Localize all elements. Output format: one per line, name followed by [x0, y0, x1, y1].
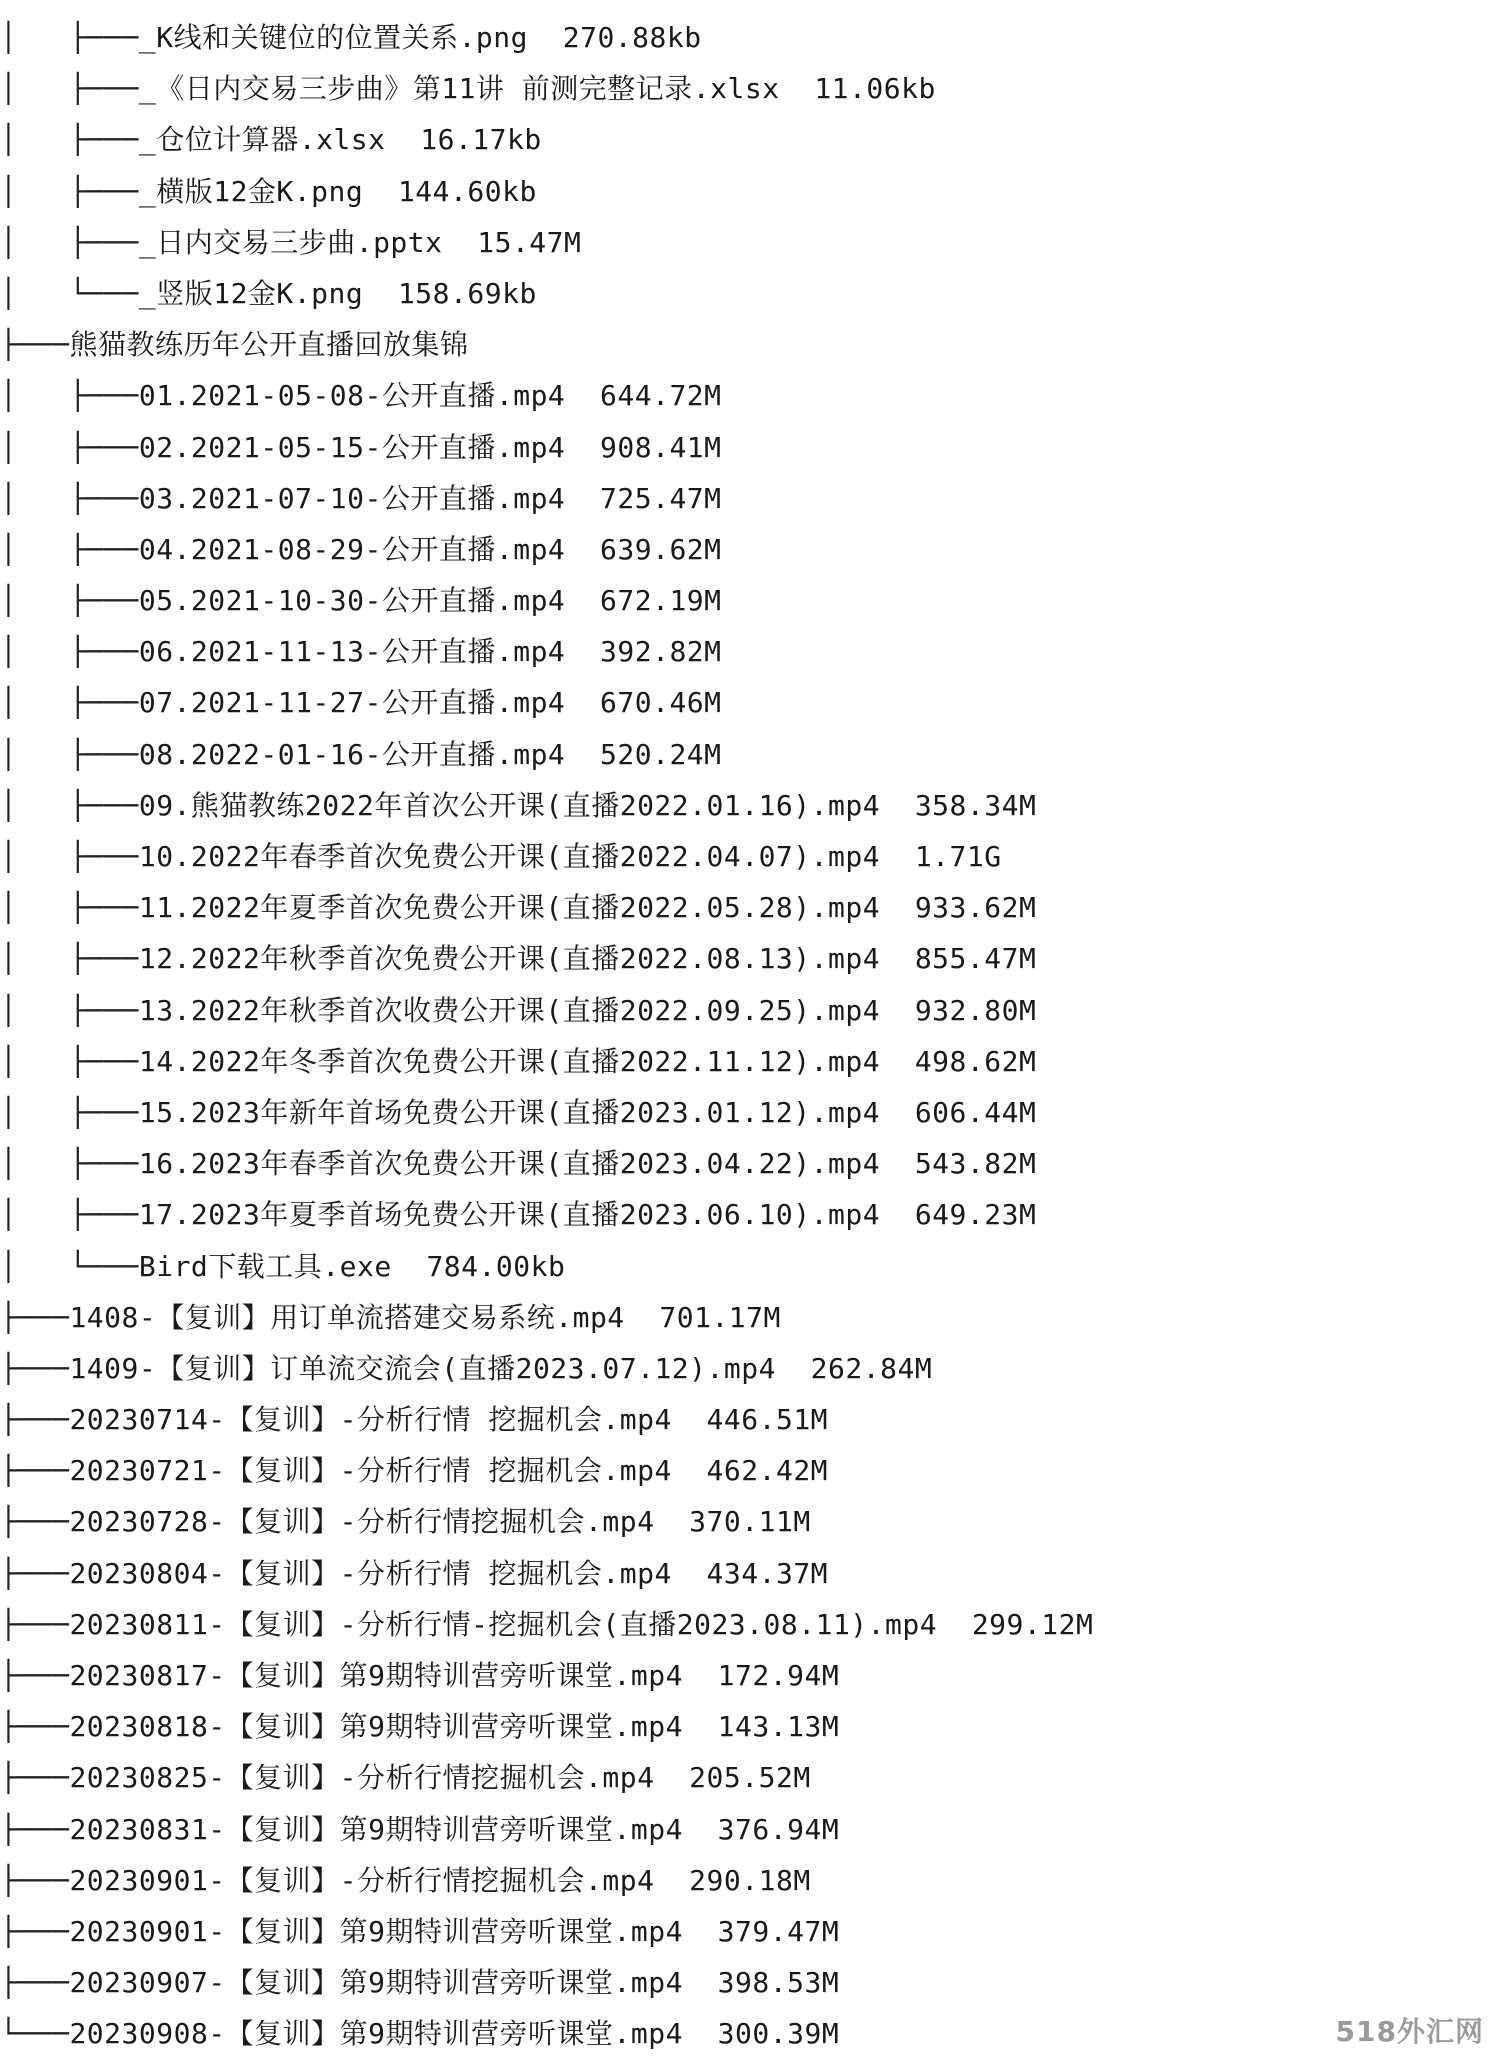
tree-branch-prefix: ├─── — [0, 1914, 70, 1948]
file-name: 20230831-【复训】第9期特训营旁听课堂.mp4 — [69, 1812, 683, 1846]
file-size: 725.47M — [600, 481, 722, 515]
file-name: 06.2021-11-13-公开直播.mp4 — [138, 635, 566, 669]
tree-line — [0, 268, 1500, 319]
tree-line — [0, 217, 1500, 268]
tree-branch-prefix: │ ├─── — [0, 1044, 139, 1078]
file-name: 20230901-【复训】第9期特训营旁听课堂.mp4 — [69, 1914, 683, 1948]
file-name: 15.2023年新年首场免费公开课(直播2023.01.12).mp4 — [138, 1095, 881, 1129]
tree-branch-prefix: │ ├─── — [0, 123, 139, 157]
file-name: 1409-【复训】订单流交流会(直播2023.07.12).mp4 — [69, 1351, 776, 1385]
file-name: 20230908-【复训】第9期特训营旁听课堂.mp4 — [69, 2017, 683, 2051]
tree-branch-prefix: │ ├─── — [0, 532, 139, 566]
file-size: 15.47M — [477, 225, 582, 259]
file-name: _K线和关键位的位置关系.png — [138, 21, 529, 54]
file-size: 379.47M — [717, 1914, 840, 1948]
file-name: 14.2022年冬季首次免费公开课(直播2022.11.12).mp4 — [138, 1044, 881, 1078]
file-size: 932.80M — [914, 993, 1037, 1027]
file-size: 670.46M — [600, 686, 722, 720]
file-name: 13.2022年秋季首次收费公开课(直播2022.09.25).mp4 — [138, 993, 881, 1027]
tree-branch-prefix: ├─── — [0, 1812, 70, 1846]
tree-line — [0, 729, 1500, 780]
tree-line — [0, 1189, 1500, 1240]
file-size: 462.42M — [706, 1454, 829, 1488]
tree-line — [0, 2008, 1500, 2059]
tree-branch-prefix: │ ├─── — [0, 481, 139, 515]
tree-line — [0, 1496, 1500, 1547]
tree-branch-prefix: │ ├─── — [0, 1147, 139, 1181]
file-name: 20230811-【复训】-分析行情-挖掘机会(直播2023.08.11).mp4 — [69, 1607, 938, 1641]
file-size: 446.51M — [706, 1403, 829, 1437]
tree-line — [0, 575, 1500, 626]
tree-line — [0, 1752, 1500, 1803]
file-size: 701.17M — [659, 1300, 781, 1334]
file-size: 855.47M — [914, 942, 1037, 976]
tree-line — [0, 12, 1500, 63]
tree-line — [0, 1855, 1500, 1906]
file-size: 1.71G — [914, 840, 1002, 873]
tree-branch-prefix: ├─── — [0, 1659, 70, 1692]
file-name: 20230907-【复训】第9期特训营旁听课堂.mp4 — [69, 1966, 683, 2000]
tree-line — [0, 319, 1500, 370]
tree-line — [0, 1548, 1500, 1599]
file-name: 02.2021-05-15-公开直播.mp4 — [138, 430, 566, 464]
tree-branch-prefix: ├─── — [0, 1351, 70, 1385]
file-name: 11.2022年夏季首次免费公开课(直播2022.05.28).mp4 — [138, 891, 881, 925]
tree-line — [0, 1445, 1500, 1496]
file-size: 376.94M — [717, 1812, 840, 1846]
tree-branch-prefix: │ ├─── — [0, 174, 139, 208]
file-name: 07.2021-11-27-公开直播.mp4 — [138, 686, 566, 720]
file-name: 20230728-【复训】-分析行情挖掘机会.mp4 — [69, 1505, 655, 1539]
tree-line — [0, 1036, 1500, 1087]
tree-branch-prefix: ├─── — [0, 1607, 70, 1641]
file-name: Bird下载工具.exe — [138, 1249, 392, 1283]
file-name: 16.2023年春季首次免费公开课(直播2023.04.22).mp4 — [138, 1147, 881, 1181]
file-size: 370.11M — [689, 1505, 811, 1539]
file-name: 20230818-【复训】第9期特训营旁听课堂.mp4 — [69, 1710, 683, 1744]
file-name: _《日内交易三步曲》第11讲 前测完整记录.xlsx — [138, 72, 780, 106]
file-size: 358.34M — [914, 788, 1037, 822]
file-name: 01.2021-05-08-公开直播.mp4 — [138, 379, 566, 413]
file-size: 262.84M — [810, 1351, 933, 1385]
file-size: 649.23M — [914, 1198, 1037, 1232]
tree-branch-prefix: ├─── — [0, 1556, 70, 1590]
file-size: 16.17kb — [420, 123, 542, 157]
file-size: 270.88kb — [562, 21, 702, 54]
tree-line — [0, 882, 1500, 933]
tree-branch-prefix: │ ├─── — [0, 942, 139, 976]
file-size: 639.62M — [600, 532, 722, 566]
file-size: 172.94M — [717, 1659, 840, 1692]
file-name: 20230901-【复训】-分析行情挖掘机会.mp4 — [69, 1863, 655, 1897]
tree-branch-prefix: │ ├─── — [0, 584, 139, 618]
tree-line — [0, 63, 1500, 114]
file-name: 05.2021-10-30-公开直播.mp4 — [138, 584, 566, 618]
file-size: 392.82M — [600, 635, 722, 669]
file-name: 20230721-【复训】-分析行情 挖掘机会.mp4 — [69, 1454, 672, 1488]
tree-line — [0, 780, 1500, 831]
tree-branch-prefix: ├─── — [0, 1966, 70, 2000]
tree-line — [0, 1087, 1500, 1138]
file-size: 606.44M — [914, 1095, 1037, 1129]
file-size: 300.39M — [717, 2017, 840, 2051]
tree-branch-prefix: ├─── — [0, 1761, 70, 1795]
tree-line — [0, 1241, 1500, 1292]
file-size: 784.00kb — [426, 1249, 566, 1283]
tree-branch-prefix: ├─── — [0, 1863, 70, 1897]
file-name: 12.2022年秋季首次免费公开课(直播2022.08.13).mp4 — [138, 942, 881, 976]
tree-line — [0, 1957, 1500, 2008]
file-size: 398.53M — [717, 1966, 840, 2000]
file-size: 11.06kb — [814, 72, 936, 106]
tree-branch-prefix: │ ├─── — [0, 788, 139, 822]
file-name: _横版12金K.png — [138, 174, 364, 208]
tree-line — [0, 166, 1500, 217]
tree-line — [0, 422, 1500, 473]
tree-line — [0, 626, 1500, 677]
file-name: 20230817-【复训】第9期特训营旁听课堂.mp4 — [69, 1659, 683, 1692]
tree-branch-prefix: │ ├─── — [0, 225, 139, 259]
file-size: 498.62M — [914, 1044, 1037, 1078]
tree-branch-prefix: └─── — [0, 2017, 70, 2051]
file-size: 933.62M — [914, 891, 1037, 925]
tree-line — [0, 370, 1500, 421]
tree-line — [0, 1599, 1500, 1650]
tree-branch-prefix: ├─── — [0, 1300, 70, 1334]
tree-branch-prefix: ├─── — [0, 1403, 70, 1437]
tree-line — [0, 114, 1500, 165]
tree-branch-prefix: │ ├─── — [0, 635, 139, 669]
tree-branch-prefix: ├─── — [0, 1505, 70, 1539]
tree-branch-prefix: ├─── — [0, 328, 70, 362]
tree-branch-prefix: │ ├─── — [0, 993, 139, 1027]
file-name: 17.2023年夏季首场免费公开课(直播2023.06.10).mp4 — [138, 1198, 881, 1232]
tree-branch-prefix: ├─── — [0, 1710, 70, 1744]
tree-line — [0, 933, 1500, 984]
file-name: 10.2022年春季首次免费公开课(直播2022.04.07).mp4 — [138, 840, 881, 873]
file-size: 144.60kb — [397, 174, 537, 208]
tree-line — [0, 1394, 1500, 1445]
file-name: 08.2022-01-16-公开直播.mp4 — [138, 737, 566, 771]
file-size: 520.24M — [600, 737, 722, 771]
file-name: 1408-【复训】用订单流搭建交易系统.mp4 — [69, 1300, 625, 1334]
tree-line — [0, 677, 1500, 728]
tree-line — [0, 1906, 1500, 1957]
tree-branch-prefix: │ └─── — [0, 1249, 139, 1283]
tree-line — [0, 1138, 1500, 1189]
tree-line — [0, 1804, 1500, 1855]
tree-branch-prefix: │ ├─── — [0, 891, 139, 925]
file-size: 644.72M — [600, 379, 722, 413]
file-size: 908.41M — [600, 430, 722, 464]
file-name: _竖版12金K.png — [138, 276, 364, 310]
tree-branch-prefix: │ ├─── — [0, 72, 139, 106]
tree-branch-prefix: │ ├─── — [0, 21, 139, 54]
tree-branch-prefix: │ ├─── — [0, 737, 139, 771]
tree-line — [0, 831, 1500, 882]
file-name: 03.2021-07-10-公开直播.mp4 — [138, 481, 566, 515]
file-name: _日内交易三步曲.pptx — [138, 225, 443, 259]
tree-branch-prefix: │ ├─── — [0, 686, 139, 720]
file-name: 熊猫教练历年公开直播回放集锦 — [69, 328, 469, 362]
file-size: 158.69kb — [397, 276, 537, 310]
tree-line — [0, 473, 1500, 524]
file-name: 20230804-【复训】-分析行情 挖掘机会.mp4 — [69, 1556, 672, 1590]
tree-branch-prefix: │ ├─── — [0, 379, 139, 413]
tree-line — [0, 524, 1500, 575]
watermark: 518外汇网 — [1335, 2015, 1484, 2048]
file-size: 205.52M — [689, 1761, 811, 1795]
file-size: 543.82M — [914, 1147, 1037, 1181]
file-name: 20230825-【复训】-分析行情挖掘机会.mp4 — [69, 1761, 655, 1795]
file-name: _仓位计算器.xlsx — [138, 123, 386, 157]
tree-branch-prefix: │ ├─── — [0, 840, 139, 873]
tree-line — [0, 1650, 1500, 1701]
tree-branch-prefix: │ ├─── — [0, 1198, 139, 1232]
file-name: 04.2021-08-29-公开直播.mp4 — [138, 532, 566, 566]
file-size: 290.18M — [689, 1863, 811, 1897]
file-size: 143.13M — [717, 1710, 840, 1744]
tree-line — [0, 1701, 1500, 1752]
file-size: 434.37M — [706, 1556, 829, 1590]
tree-line — [0, 1292, 1500, 1343]
file-size: 299.12M — [971, 1607, 1094, 1641]
tree-branch-prefix: │ ├─── — [0, 430, 139, 464]
tree-line — [0, 985, 1500, 1036]
tree-branch-prefix: ├─── — [0, 1454, 70, 1488]
tree-branch-prefix: │ ├─── — [0, 1095, 139, 1129]
file-size: 672.19M — [600, 584, 722, 618]
file-name: 20230714-【复训】-分析行情 挖掘机会.mp4 — [69, 1403, 672, 1437]
tree-line — [0, 1343, 1500, 1394]
file-name: 09.熊猫教练2022年首次公开课(直播2022.01.16).mp4 — [138, 788, 881, 822]
file-tree — [0, 12, 1500, 2060]
tree-branch-prefix: │ └─── — [0, 276, 139, 310]
